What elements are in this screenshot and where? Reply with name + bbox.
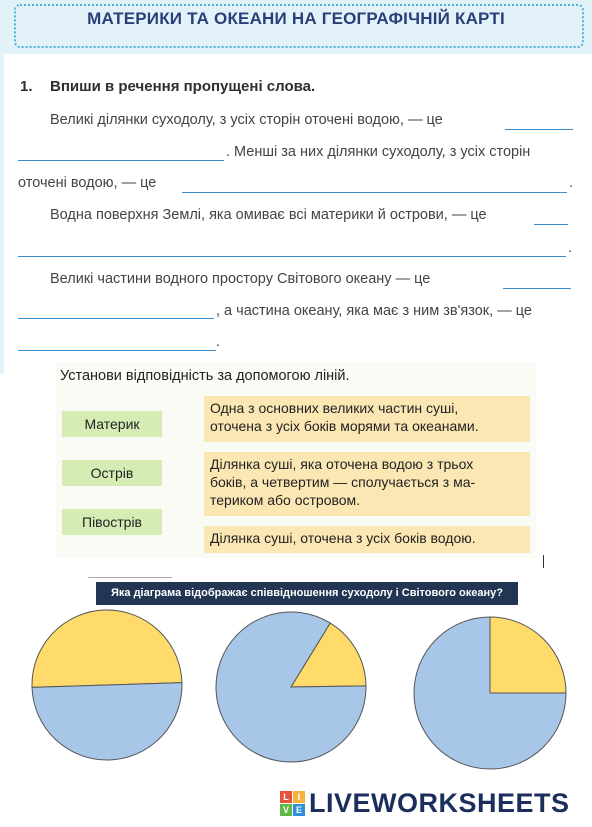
definition-2-line-1: Ділянка суші, яка оточена водою з трьох bbox=[210, 456, 474, 472]
pie-slice-ocean bbox=[32, 683, 182, 760]
sentence-4-part-1: Великі частини водного простору Світового океану — це bbox=[50, 271, 431, 287]
sentence-4-part-2: , а частина океану, яка має з ним зв'язок, — це bbox=[216, 303, 532, 319]
definition-2-line-2: боків, а четвертим — сполучається з ма- bbox=[210, 474, 476, 490]
definition-2-line-3: териком або островом. bbox=[210, 492, 361, 508]
definition-3-line-1: Ділянка суші, оточена з усіх боків водою. bbox=[210, 530, 476, 546]
sentence-3-end: . bbox=[568, 240, 573, 256]
answer-blank-1[interactable] bbox=[505, 129, 573, 130]
term-pivostriv[interactable]: Півострів bbox=[62, 509, 162, 535]
sentence-3-part-1: Водна поверхня Землі, яка омиває всі материки й острови, — це bbox=[50, 207, 487, 223]
pie-slice-land bbox=[490, 617, 566, 693]
answer-blank-3-continued[interactable] bbox=[18, 256, 566, 257]
question-banner: Яка діаграма відображає співвідношення суходолу і Світового океану? bbox=[96, 582, 518, 605]
term-materyk[interactable]: Материк bbox=[62, 411, 162, 437]
sentence-2-end: . bbox=[569, 175, 574, 191]
matching-title: Установи відповідність за допомогою ліній. bbox=[60, 368, 350, 384]
sentence-1-part-2: . Менші за них ділянки суходолу, з усіх сторін bbox=[226, 144, 531, 160]
definition-1-line-1: Одна з основних великих частин суші, bbox=[210, 400, 459, 416]
logo-letter: V bbox=[280, 804, 292, 816]
definition-2[interactable] bbox=[204, 452, 530, 516]
page-edge-stripe bbox=[0, 54, 4, 374]
pie-chart-2[interactable] bbox=[214, 610, 368, 764]
logo-letter: E bbox=[293, 804, 305, 816]
task-1-number: 1. bbox=[20, 78, 33, 95]
task-1-instruction: Впиши в речення пропущені слова. bbox=[50, 78, 316, 95]
answer-blank-1-continued[interactable] bbox=[18, 160, 224, 161]
page-title: МАТЕРИКИ ТА ОКЕАНИ НА ГЕОГРАФІЧНІЙ КАРТІ bbox=[87, 9, 505, 28]
divider-line bbox=[88, 577, 172, 578]
answer-blank-5[interactable] bbox=[18, 350, 216, 351]
logo-letter: L bbox=[280, 791, 292, 803]
sentence-1-part-1: Великі ділянки суходолу, з усіх сторін оточені водою, — це bbox=[50, 112, 443, 128]
pie-chart-3[interactable] bbox=[412, 615, 568, 771]
logo-grid-icon bbox=[280, 791, 305, 816]
term-ostriv[interactable]: Острів bbox=[62, 460, 162, 486]
answer-blank-3[interactable] bbox=[534, 224, 568, 225]
text-cursor bbox=[543, 555, 544, 568]
logo-letter: I bbox=[293, 791, 305, 803]
pie-slice-land bbox=[32, 610, 182, 687]
definition-1[interactable] bbox=[204, 396, 530, 442]
answer-blank-4-continued[interactable] bbox=[18, 318, 214, 319]
definition-1-line-2: оточена з усіх боків морями та океанами. bbox=[210, 418, 479, 434]
answer-blank-2[interactable] bbox=[182, 192, 567, 193]
liveworksheets-logo bbox=[280, 786, 570, 820]
pie-chart-1[interactable] bbox=[30, 608, 184, 762]
answer-blank-4[interactable] bbox=[503, 288, 571, 289]
sentence-2-part-1: оточені водою, — це bbox=[18, 175, 157, 191]
logo-wordmark: LIVEWORKSHEETS bbox=[309, 787, 570, 818]
definition-3[interactable] bbox=[204, 526, 530, 553]
sentence-4-end: . bbox=[216, 334, 221, 350]
task-1-title bbox=[20, 78, 315, 95]
